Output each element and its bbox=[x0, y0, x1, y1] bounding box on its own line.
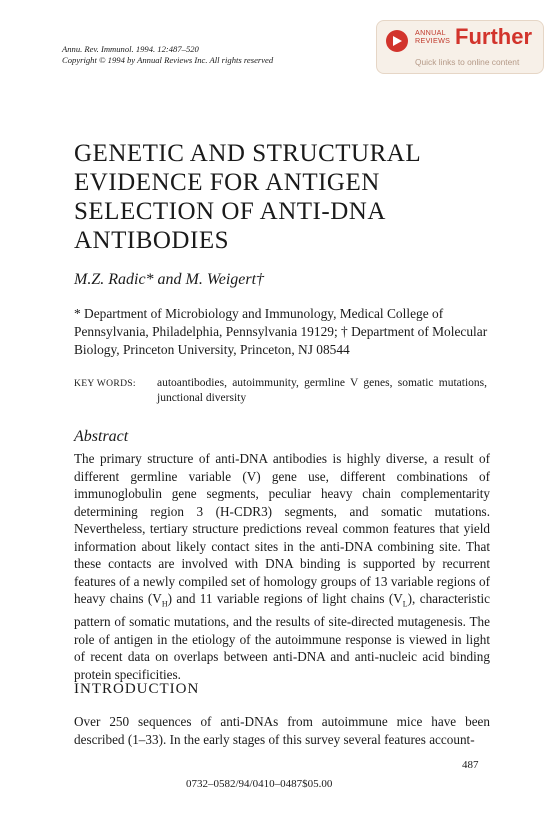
article-title: GENETIC AND STRUCTURAL EVIDENCE FOR ANTIGEN SELECTION OF ANTI-DNA ANTIBODIES bbox=[74, 140, 421, 254]
introduction-body: Over 250 sequences of anti-DNAs from autoimmune mice have been described (1–33). In the early stages of this survey several features account- bbox=[74, 714, 490, 747]
price-code: 0732–0582/94/0410–0487$05.00 bbox=[186, 778, 333, 790]
abstract-body: The primary structure of anti-DNA antibodies is highly diverse, a result of different germline variable (V) gene use, different combinations of immunoglobulin gene segments, peculiar heavy chain complementarity determining region 3 (H-CDR3) segments, and somatic mutations. Nevertheless, tertiary structure predictions reveal common features that yield information about likely contact sites in the anti-DNA combining site. That these contacts are involved with DNA binding is supported by recurrent features of a newly compiled set of homology groups of 13 variable regions of heavy chains $(V_H)$ and 11 variable regions of light chains $(V_L)$, characteristic pattern of somatic mutations, and the results of site-directed mutagenesis. The role of antigen in the etiology of the autoimmune response is viewed in light of recent data on overlaps between anti-DNA and anti-nucleic acid binding protein specificities. bbox=[74, 451, 490, 682]
keywords-text: autoantibodies, autoimmunity, germline V genes, somatic mutations, junctional diversity bbox=[157, 377, 487, 404]
copyright-line: Copyright © 1994 by Annual Reviews Inc. All rights reserved bbox=[62, 55, 274, 65]
abstract-heading: Abstract bbox=[74, 428, 129, 445]
authors: M.Z. Radic* and M. Weigert† bbox=[74, 271, 265, 288]
quick-links-label: Quick links to online content bbox=[415, 57, 520, 67]
journal-citation: Annu. Rev. Immunol. 1994. 12:487–520 bbox=[62, 44, 199, 54]
further-badge[interactable] bbox=[376, 20, 544, 74]
keywords-label: KEY WORDS: bbox=[74, 378, 136, 389]
affiliation: * Department of Microbiology and Immunology, Medical College of Pennsylvania, Philadelphia, Pennsylvania 19129; † Department of Molecular Biology, Princeton University, Princeton, NJ 08544 bbox=[74, 306, 488, 357]
page-number: 487 bbox=[462, 759, 479, 771]
journal-header bbox=[62, 44, 273, 66]
further-label: Further bbox=[455, 24, 532, 49]
arrow-circle-icon bbox=[386, 30, 408, 52]
introduction-heading: INTRODUCTION bbox=[74, 681, 200, 697]
annual-reviews-logo: ANNUAL REVIEWS bbox=[415, 28, 451, 45]
